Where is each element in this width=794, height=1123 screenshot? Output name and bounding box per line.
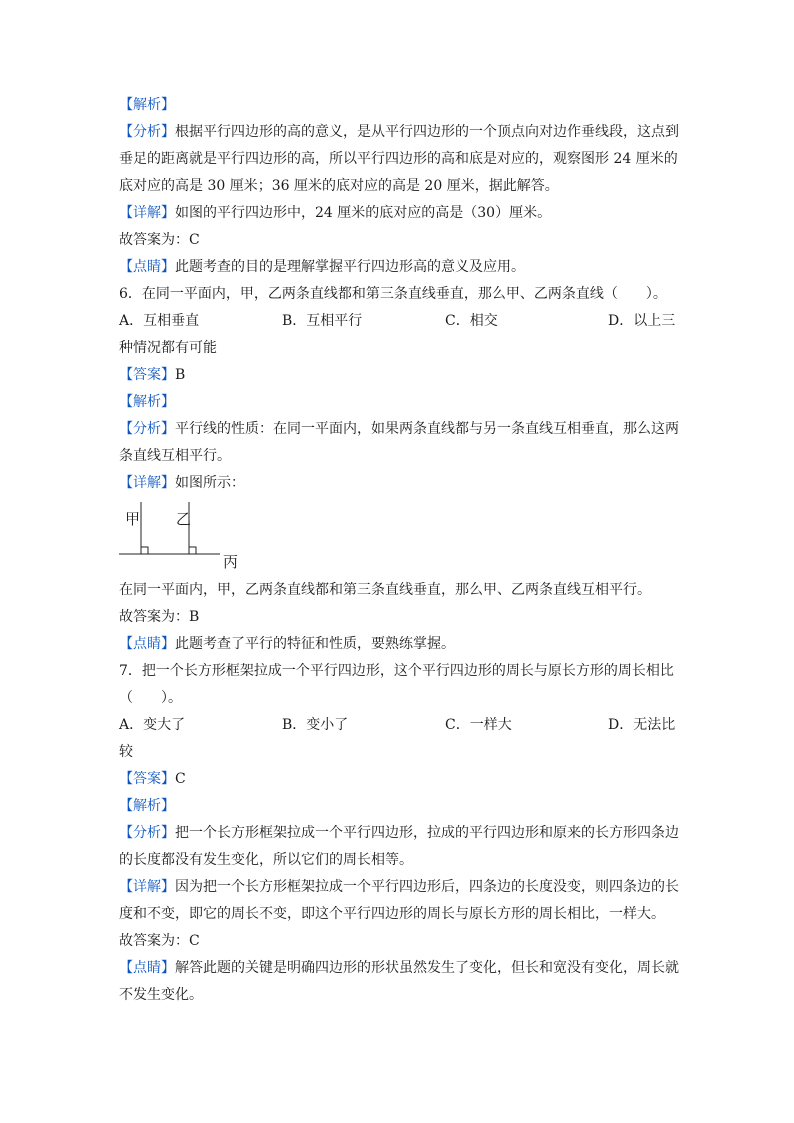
analysis-line: 底对应的高是 30 厘米；36 厘米的底对应的高是 20 厘米，据此解答。 bbox=[119, 178, 559, 194]
question-7-options bbox=[119, 712, 675, 739]
option-d-continuation: 较 bbox=[119, 744, 133, 760]
document-page bbox=[119, 92, 679, 1009]
option-d: D．以上三 bbox=[608, 313, 676, 329]
option-c: C．相交 bbox=[445, 313, 498, 329]
analysis-line: 垂足的距离就是平行四边形的高，所以平行四边形的高和底是对应的，观察图形 24 厘米的 bbox=[119, 151, 678, 167]
option-b: B．互相平行 bbox=[282, 313, 363, 329]
option-a: A．变大了 bbox=[119, 717, 186, 733]
label-yi: 乙 bbox=[176, 510, 192, 528]
right-angle-mark bbox=[189, 547, 196, 554]
option-d: D．无法比 bbox=[608, 717, 676, 733]
option-d-continuation: 种情况都有可能 bbox=[119, 340, 217, 356]
label-bing: 丙 bbox=[223, 553, 239, 571]
analysis-heading: 【解析】 bbox=[119, 798, 175, 814]
answer-line: 【答案】C bbox=[119, 771, 186, 787]
question-6-stem: 6．在同一平面内，甲，乙两条直线都和第三条直线垂直，那么甲、乙两条直线（ ）。 bbox=[119, 286, 667, 302]
comment-line: 【点睛】此题考查了平行的特征和性质，要熟练掌握。 bbox=[119, 636, 455, 652]
question-6-options bbox=[119, 308, 675, 335]
comment-line: 不发生变化。 bbox=[119, 987, 203, 1003]
detail-line: 【详解】如图所示： bbox=[119, 475, 245, 491]
comment-line: 【点睛】此题考查的目的是理解掌握平行四边形高的意义及应用。 bbox=[119, 259, 525, 275]
detail-conclusion: 在同一平面内，甲，乙两条直线都和第三条直线垂直，那么甲、乙两条直线互相平行。 bbox=[119, 582, 651, 598]
option-b: B．变小了 bbox=[282, 717, 349, 733]
question-7-stem-continuation: （ ）。 bbox=[119, 690, 182, 706]
detail-line: 【详解】因为把一个长方形框架拉成一个平行四边形后，四条边的长度没变，则四条边的长 bbox=[119, 879, 679, 895]
analysis-line: 的长度都没有发生变化，所以它们的周长相等。 bbox=[119, 852, 413, 868]
right-angle-mark bbox=[141, 547, 148, 554]
perpendicular-lines-figure bbox=[119, 499, 675, 573]
analysis-line: 【分析】平行线的性质：在同一平面内，如果两条直线都与另一条直线互相垂直，那么这两 bbox=[119, 421, 679, 437]
option-a: A．互相垂直 bbox=[119, 313, 200, 329]
answer-line: 【答案】B bbox=[119, 367, 186, 383]
comment-line: 【点睛】解答此题的关键是明确四边形的形状虽然发生了变化，但长和宽没有变化，周长就 bbox=[119, 960, 679, 976]
analysis-heading: 【解析】 bbox=[119, 394, 175, 410]
label-jia: 甲 bbox=[125, 510, 141, 528]
option-c: C．一样大 bbox=[445, 717, 512, 733]
detail-line: 度和不变，即它的周长不变，即这个平行四边形的周长与原长方形的周长相比，一样大。 bbox=[119, 906, 665, 922]
analysis-heading: 【解析】 bbox=[119, 97, 175, 113]
analysis-line: 条直线互相平行。 bbox=[119, 448, 231, 464]
final-answer: 故答案为：C bbox=[119, 232, 200, 248]
analysis-line: 【分析】把一个长方形框架拉成一个平行四边形，拉成的平行四边形和原来的长方形四条边 bbox=[119, 825, 679, 841]
final-answer: 故答案为：B bbox=[119, 609, 200, 625]
analysis-line: 【分析】根据平行四边形的高的意义，是从平行四边形的一个顶点向对边作垂线段，这点到 bbox=[119, 124, 679, 140]
detail-line: 【详解】如图的平行四边形中，24 厘米的底对应的高是（30）厘米。 bbox=[119, 205, 552, 221]
final-answer: 故答案为：C bbox=[119, 933, 200, 949]
question-7-stem: 7．把一个长方形框架拉成一个平行四边形，这个平行四边形的周长与原长方形的周长相比 bbox=[119, 663, 674, 679]
